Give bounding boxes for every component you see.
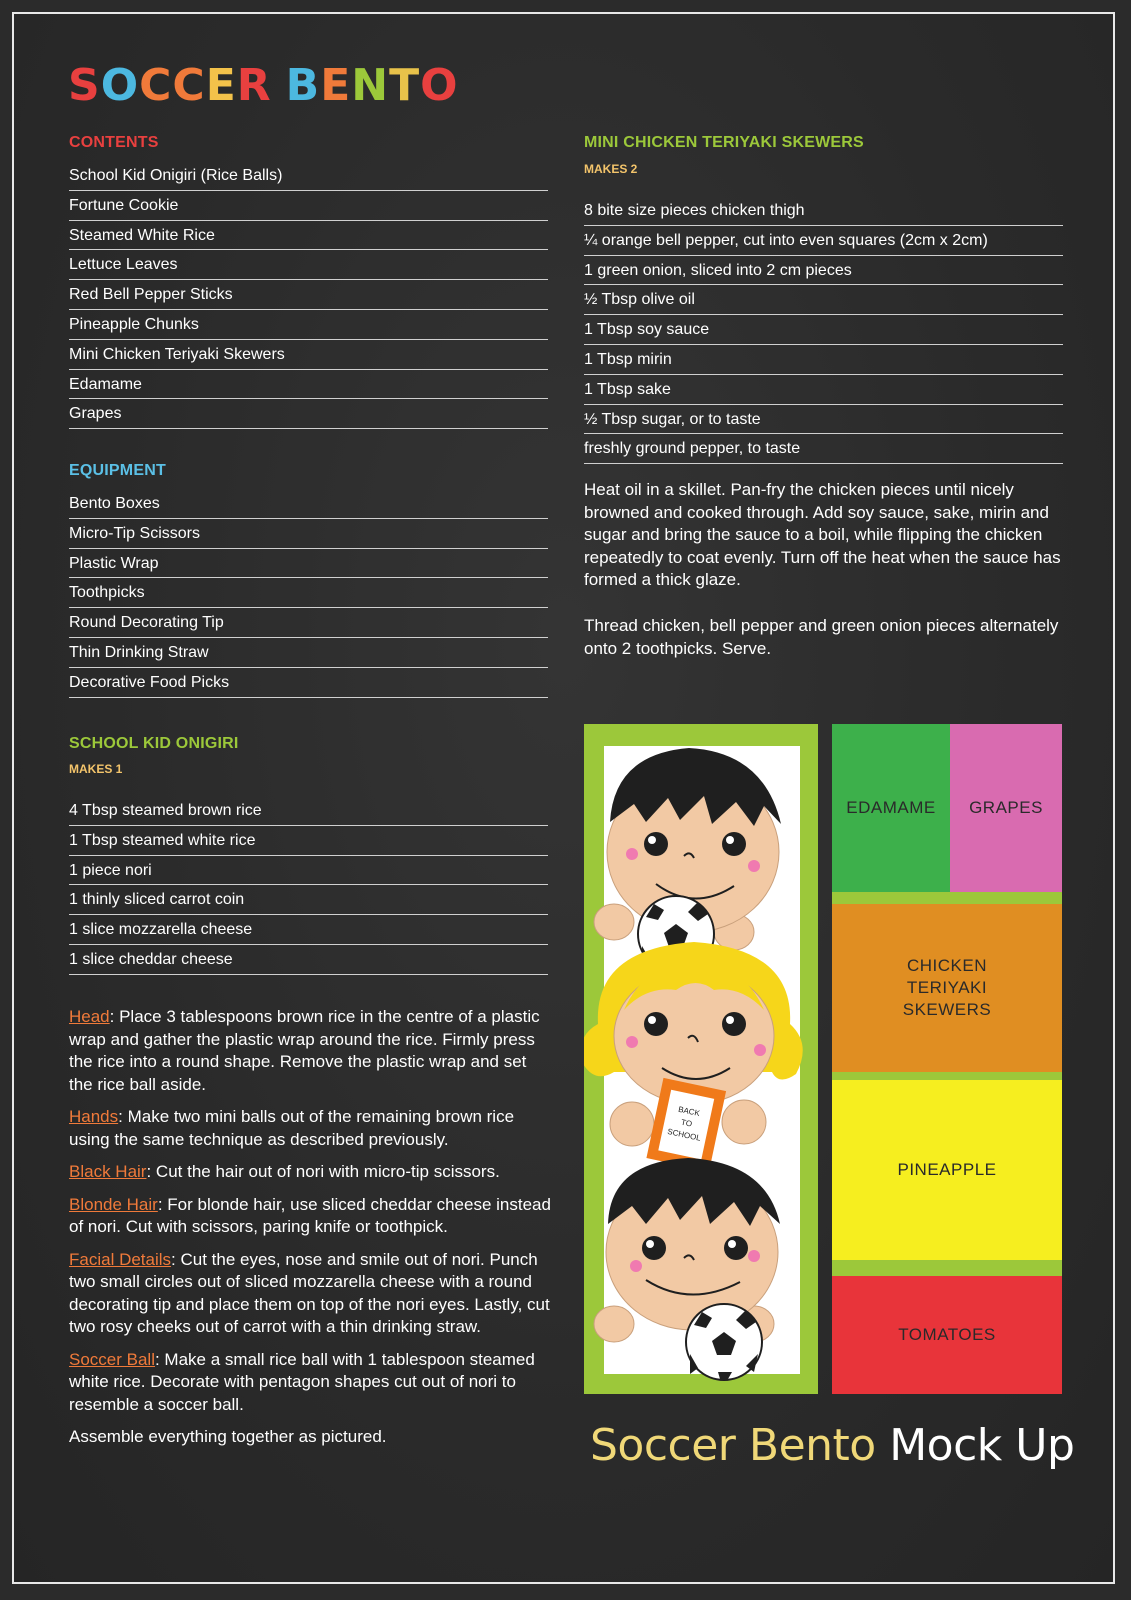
cheek-icon: [626, 1036, 638, 1048]
method-step: [69, 1106, 551, 1151]
cheek-icon: [626, 848, 638, 860]
ingredient-item: 1 slice mozzarella cheese: [69, 915, 548, 945]
step-title: Facial Details: [69, 1249, 172, 1269]
title-letter: S: [68, 60, 101, 111]
step-text: : Place 3 tablespoons brown rice in the centre of a plastic wrap and gather the plastic wrap around the rice. Firmly press the rice into a round shape. Remove the plastic wrap and set the rice ball aside.: [69, 1007, 540, 1094]
eye-icon: [722, 1012, 746, 1036]
mockup-caption: [590, 1420, 1074, 1471]
onigiri-hand: [594, 1306, 634, 1342]
title-letter: C: [139, 60, 173, 111]
step-title: Black Hair: [69, 1162, 147, 1181]
ingredient-item: 8 bite size pieces chicken thigh: [584, 196, 1063, 226]
bento-box-sides: [832, 724, 1062, 1394]
contents-item: Fortune Cookie: [69, 191, 548, 221]
sign-line: BACK: [677, 1104, 701, 1119]
onigiri-makes: MAKES 1: [69, 762, 123, 776]
ingredient-item: freshly ground pepper, to taste: [584, 434, 1063, 464]
equipment-item: Bento Boxes: [69, 489, 548, 519]
title-letter: E: [320, 60, 352, 111]
method-step: [69, 1006, 551, 1096]
onigiri-hand: [610, 1102, 654, 1146]
cheek-icon: [748, 860, 760, 872]
title-letter: N: [351, 60, 390, 111]
step-text: : Make a small rice ball with 1 tablespoon steamed white rice. Decorate with pentagon shapes cut out of nori to resemble a soccer ball.: [69, 1349, 535, 1414]
compartment-tomatoes: TOMATOES: [832, 1276, 1062, 1394]
contents-item: Pineapple Chunks: [69, 310, 548, 340]
eye-icon: [644, 1012, 668, 1036]
ingredient-item: 1 Tbsp sake: [584, 375, 1063, 405]
cheek-icon: [748, 1250, 760, 1262]
cheek-icon: [630, 1260, 642, 1272]
contents-item: Lettuce Leaves: [69, 250, 548, 280]
onigiri-method: [69, 1006, 551, 1459]
skewers-heading: MINI CHICKEN TERIYAKI SKEWERS: [584, 134, 864, 151]
method-step: [69, 1349, 551, 1417]
skewers-makes: MAKES 2: [584, 162, 638, 176]
method-step: [69, 1161, 551, 1184]
title-letter: R: [236, 60, 272, 111]
equipment-item: Plastic Wrap: [69, 549, 548, 579]
cheek-icon: [754, 1044, 766, 1056]
onigiri-heading: SCHOOL KID ONIGIRI: [69, 735, 239, 752]
equipment-item: Round Decorating Tip: [69, 608, 548, 638]
ingredient-item: ½ Tbsp olive oil: [584, 285, 1063, 315]
eye-icon: [642, 1236, 666, 1260]
compartment-pineapple: PINEAPPLE: [832, 1080, 1062, 1260]
kid-black-hair-top: [594, 748, 781, 972]
kid-black-hair-bottom: [594, 1158, 780, 1380]
equipment-item: Toothpicks: [69, 578, 548, 608]
skewers-ingredients: [584, 196, 1063, 464]
title-letter: O: [420, 60, 459, 111]
step-title: Head: [69, 1007, 110, 1026]
title-letter: T: [389, 60, 421, 111]
onigiri-hand: [722, 1100, 766, 1144]
ingredient-item: 4 Tbsp steamed brown rice: [69, 796, 548, 826]
title-letter: E: [205, 60, 237, 111]
step-title: Soccer Ball: [69, 1349, 155, 1369]
eye-icon: [724, 1236, 748, 1260]
contents-item: School Kid Onigiri (Rice Balls): [69, 161, 548, 191]
equipment-item: Decorative Food Picks: [69, 668, 548, 698]
ingredient-item: 1 piece nori: [69, 856, 548, 886]
mockup-caption-part2: Mock Up: [889, 1420, 1075, 1471]
step-title: Hands: [69, 1107, 119, 1126]
page-title: [68, 58, 459, 114]
title-letter: C: [172, 60, 206, 111]
equipment-heading: EQUIPMENT: [69, 462, 166, 479]
sign-line: TO: [680, 1117, 693, 1129]
step-text: : Make two mini balls out of the remaining brown rice using the same technique as described previously.: [69, 1107, 515, 1149]
ingredient-item: ½ Tbsp sugar, or to taste: [584, 405, 1063, 435]
title-letter: O: [100, 60, 140, 111]
ingredient-item: 1 Tbsp soy sauce: [584, 315, 1063, 345]
onigiri-hand: [594, 904, 634, 940]
ingredient-item: 1 slice cheddar cheese: [69, 945, 548, 975]
step-text: : Cut the hair out of nori with micro-tip scissors.: [146, 1162, 500, 1181]
equipment-list: [69, 489, 548, 698]
closing-note: Assemble everything together as pictured.: [69, 1427, 387, 1446]
skewers-method-2: Thread chicken, bell pepper and green onion pieces alternately onto 2 toothpicks. Serve.: [584, 616, 1059, 658]
contents-item: Grapes: [69, 399, 548, 429]
step-title: Blonde Hair: [69, 1194, 158, 1214]
contents-item: Steamed White Rice: [69, 221, 548, 251]
compartment-grapes: GRAPES: [950, 724, 1062, 892]
method-step: [69, 1194, 551, 1239]
mockup-caption-part1: Soccer Bento: [590, 1420, 876, 1471]
compartment-edamame: EDAMAME: [832, 724, 950, 892]
step-text: : Cut the eyes, nose and smile out of nori. Punch two small circles out of sliced mozzarella cheese with a round decorating tip and place them on top of the nori eyes. Lastly, cut two rosy cheeks out of carrot with a thin drinking straw.: [69, 1249, 550, 1336]
ingredient-item: 1 Tbsp steamed white rice: [69, 826, 548, 856]
onigiri-illustration: [584, 724, 824, 1394]
onigiri-ingredients: [69, 796, 548, 975]
skewers-method-1: Heat oil in a skillet. Pan-fry the chicken pieces until nicely browned and cooked through. Add soy sauce, sake, mirin and sugar and bring the sauce to a boil, while flipping the chicken repeatedly to coat evenly. Turn off the heat when the sauce has formed a thick glaze.: [584, 480, 1061, 589]
ingredient-item: 1 green onion, sliced into 2 cm pieces: [584, 256, 1063, 286]
soccer-ball-icon: [686, 1304, 762, 1380]
equipment-item: Micro-Tip Scissors: [69, 519, 548, 549]
ingredient-item: 1 Tbsp mirin: [584, 345, 1063, 375]
ingredient-item: 1 thinly sliced carrot coin: [69, 885, 548, 915]
ingredient-item: ¼ orange bell pepper, cut into even squares (2cm x 2cm): [584, 226, 1063, 256]
eye-icon: [644, 832, 668, 856]
eye-icon: [722, 832, 746, 856]
equipment-item: Thin Drinking Straw: [69, 638, 548, 668]
compartment-chicken-teriyaki: CHICKEN TERIYAKI SKEWERS: [832, 904, 1062, 1072]
contents-heading: CONTENTS: [69, 134, 159, 151]
contents-list: [69, 161, 548, 429]
sign-line: SCHOOL: [666, 1126, 702, 1143]
title-letter: B: [285, 60, 321, 111]
contents-item: Red Bell Pepper Sticks: [69, 280, 548, 310]
method-step: [69, 1249, 551, 1339]
step-text: : For blonde hair, use sliced cheddar cheese instead of nori. Cut with scissors, paring knife or toothpick.: [69, 1194, 551, 1236]
contents-item: Edamame: [69, 370, 548, 400]
contents-item: Mini Chicken Teriyaki Skewers: [69, 340, 548, 370]
